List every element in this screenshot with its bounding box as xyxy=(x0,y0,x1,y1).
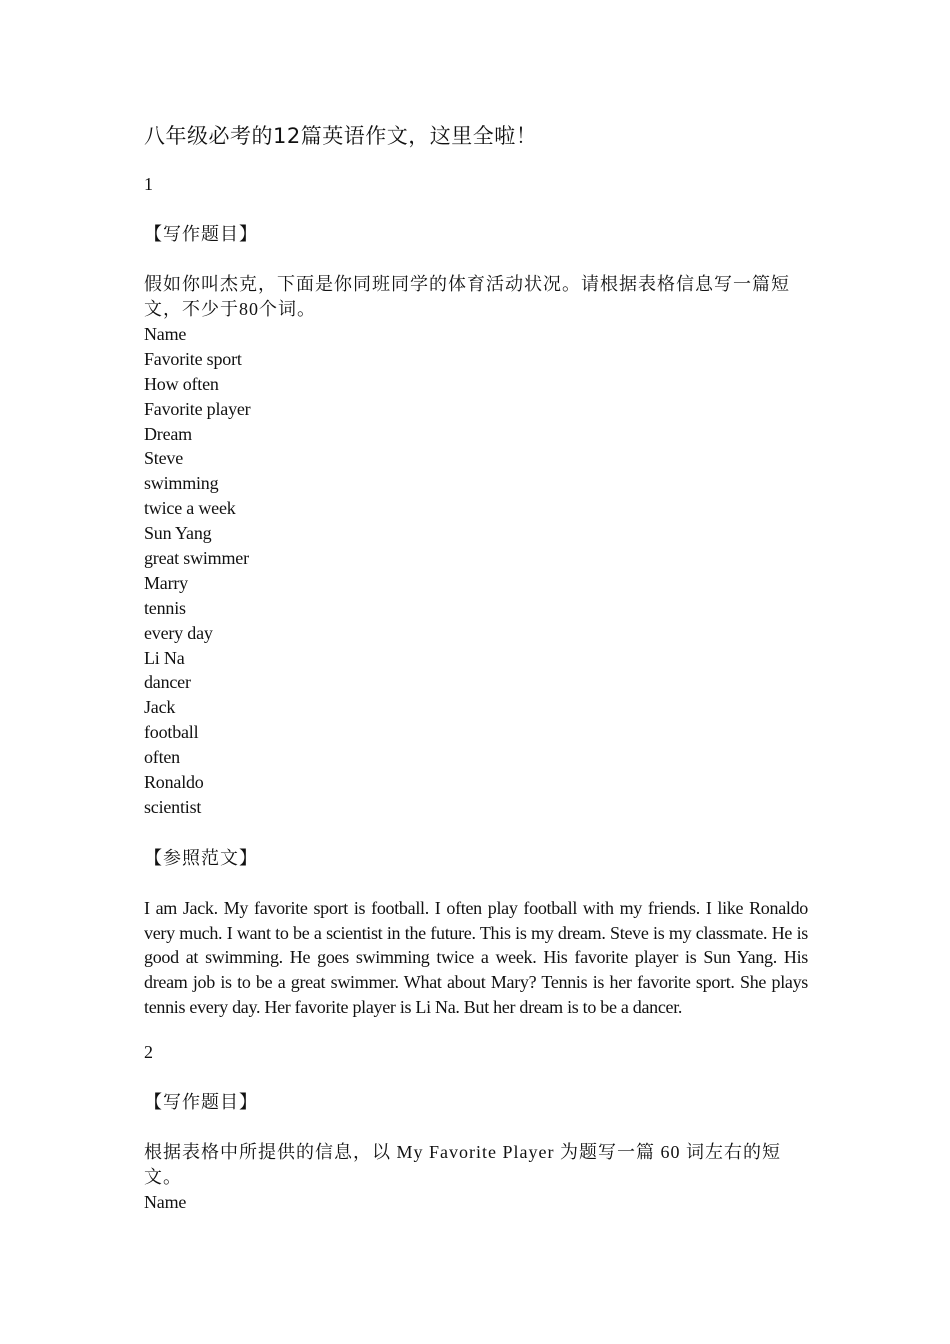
document-content xyxy=(144,120,808,1215)
prompt-heading: 【写作题目】 xyxy=(144,224,258,244)
table-line: Dream xyxy=(144,423,192,444)
section-2 xyxy=(144,1040,808,1215)
table-line: dancer xyxy=(144,672,191,693)
table-line: Marry xyxy=(144,572,188,593)
document-title: 八年级必考的12篇英语作文，这里全啦！ xyxy=(144,124,538,148)
section-1 xyxy=(144,172,808,1020)
table-line: football xyxy=(144,722,199,743)
table-line: great swimmer xyxy=(144,548,249,569)
table-line: Name xyxy=(144,1191,187,1212)
info-table-lines xyxy=(144,1190,808,1215)
info-table-lines xyxy=(144,322,808,820)
prompt-text: 根据表格中所提供的信息，以 My Favorite Player 为题写一篇 60 词左右的短文。 xyxy=(144,1141,781,1187)
table-line: swimming xyxy=(144,473,219,494)
table-line: twice a week xyxy=(144,498,236,519)
table-line: Favorite sport xyxy=(144,348,242,369)
sample-heading: 【参照范文】 xyxy=(144,847,258,868)
table-line: tennis xyxy=(144,597,186,618)
section-number: 1 xyxy=(144,174,153,194)
prompt-text: 假如你叫杰克，下面是你同班同学的体育活动状况。请根据表格信息写一篇短文，不少于80个词。 xyxy=(144,274,790,319)
table-line: Favorite player xyxy=(144,398,251,419)
table-line: Steve xyxy=(144,448,183,469)
table-line: Ronaldo xyxy=(144,772,204,793)
prompt-heading: 【写作题目】 xyxy=(144,1091,258,1112)
table-line: scientist xyxy=(144,796,202,817)
table-line: every day xyxy=(144,622,213,643)
table-line: Sun Yang xyxy=(144,523,212,544)
section-number: 2 xyxy=(144,1041,153,1062)
table-line: Li Na xyxy=(144,647,185,668)
table-line: How often xyxy=(144,373,219,394)
sample-essay: I am Jack. My favorite sport is football. I often play football with my friends. I like Ronaldo very much. I want to be a scientist in the future. This is my dream. Steve is my classmate. He is good at swimming. He goes swimming twice a week. His favorite player is Sun Yang. His dream job is to be a great swimmer. What about Mary? Tennis is her favorite sport. She plays tennis every day. Her favorite player is Li Na. But her dream is to be a dancer. xyxy=(144,897,808,1017)
table-line: often xyxy=(144,747,180,768)
table-line: Name xyxy=(144,324,187,344)
table-line: Jack xyxy=(144,697,176,718)
